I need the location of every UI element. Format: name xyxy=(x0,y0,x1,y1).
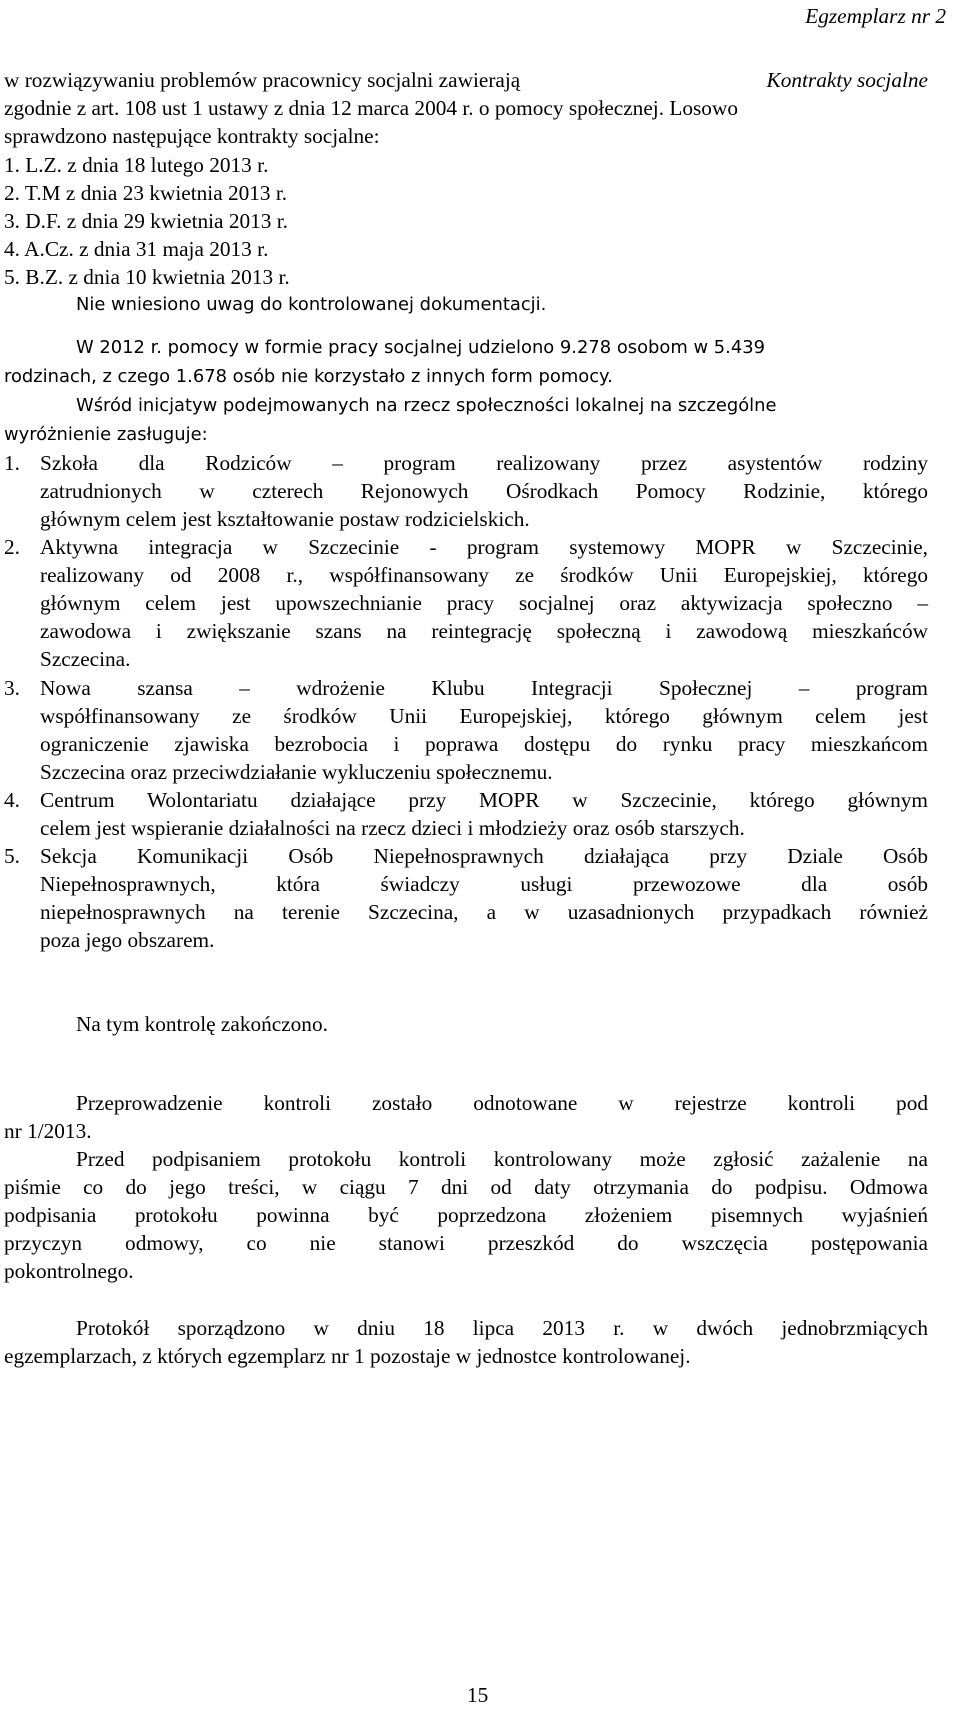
initiative-number: 5. xyxy=(4,844,20,868)
initiative-line: zatrudnionych w czterech Rejonowych Ośrodkach Pomocy Rodzinie, którego xyxy=(40,479,928,503)
contract-item: 2. T.M z dnia 23 kwietnia 2013 r. xyxy=(4,181,288,205)
complaint-first-line-wrap xyxy=(76,1149,928,1170)
initiative-line: Niepełnosprawnych, która świadczy usługi przewozowe dla osób xyxy=(40,872,928,896)
intro-line-1 xyxy=(4,70,928,91)
intro-line-1-text: w rozwiązywaniu problemów pracownicy socjalni zawierają xyxy=(4,68,521,92)
stats-line-2: rodzinach, z czego 1.678 osób nie korzystało z innych form pomocy. xyxy=(4,366,613,387)
register-line-1-wrap xyxy=(76,1093,928,1114)
initiative-line: Szczecina. xyxy=(40,647,131,671)
initiative-text xyxy=(40,846,928,930)
complaint-line: piśmie co do jego treści, w ciągu 7 dni od daty otrzymania do podpisu. Odmowa xyxy=(4,1175,928,1199)
stats-line-1: W 2012 r. pomocy w formie pracy socjalnej udzielono 9.278 osobom w 5.439 xyxy=(76,337,765,358)
complaint-line: pokontrolnego. xyxy=(4,1259,134,1283)
intro-line-3: sprawdzono następujące kontrakty socjalne: xyxy=(4,124,380,148)
initiative-line: współfinansowany ze środków Unii Europejskiej, którego głównym celem jest xyxy=(40,704,928,728)
initiative-number: 2. xyxy=(4,535,20,559)
initiative-line: ograniczenie zjawiska bezrobocia i poprawa dostępu do rynku pracy mieszkańcom xyxy=(40,732,928,756)
complaint-line: przyczyn odmowy, co nie stanowi przeszkód do wszczęcia postępowania xyxy=(4,1231,928,1255)
initiative-line: realizowany od 2008 r., współfinansowany ze środków Unii Europejskiej, którego xyxy=(40,563,928,587)
initiative-line: zawodowa i zwiększanie szans na reintegrację społeczną i zawodową mieszkańców xyxy=(40,619,928,643)
intro-line-2: zgodnie z art. 108 ust 1 ustawy z dnia 12 marca 2004 r. o pomocy społecznej. Losowo xyxy=(4,96,738,120)
initiative-text xyxy=(40,790,928,818)
intro-contracts-term: Kontrakty socjalne xyxy=(766,68,928,92)
initiative-line: celem jest wspieranie działalności na rzecz dzieci i młodzieży oraz osób starszych. xyxy=(40,816,745,840)
initiative-text xyxy=(40,453,928,509)
initiative-line: niepełnosprawnych na terenie Szczecina, a w uzasadnionych przypadkach również xyxy=(40,900,928,924)
initiative-line: poza jego obszarem. xyxy=(40,928,215,952)
protocol-line-1: Protokół sporządzono w dniu 18 lipca 2013 r. w dwóch jednobrzmiących xyxy=(76,1316,928,1340)
initiative-line: Nowa szansa – wdrożenie Klubu Integracji Społecznej – program xyxy=(40,676,928,700)
initiative-line: Szczecina oraz przeciwdziałanie wykluczeniu społecznemu. xyxy=(40,760,553,784)
initiative-text xyxy=(40,537,928,649)
initiatives-intro-line-2: wyróżnienie zasługuje: xyxy=(4,424,208,445)
initiative-line: Sekcja Komunikacji Osób Niepełnosprawnych działająca przy Dziale Osób xyxy=(40,844,928,868)
initiative-number: 1. xyxy=(4,451,20,475)
page-number: 15 xyxy=(467,1683,489,1707)
initiative-line: głównym celem jest kształtowanie postaw rodzicielskich. xyxy=(40,507,530,531)
protocol-line-1-wrap xyxy=(76,1318,928,1339)
complaint-line: Przed podpisaniem protokołu kontroli kontrolowany może zgłosić zażalenie na xyxy=(76,1147,928,1171)
complaint-body xyxy=(4,1177,928,1261)
contract-item: 1. L.Z. z dnia 18 lutego 2013 r. xyxy=(4,153,269,177)
initiative-line: głównym celem jest upowszechnianie pracy socjalnej oraz aktywizacja społeczno – xyxy=(40,591,928,615)
register-line-2: nr 1/2013. xyxy=(4,1119,92,1143)
complaint-line: podpisania protokołu powinna być poprzedzona złożeniem pisemnych wyjaśnień xyxy=(4,1203,928,1227)
contract-item: 5. B.Z. z dnia 10 kwietnia 2013 r. xyxy=(4,265,290,289)
initiative-text xyxy=(40,678,928,762)
initiative-number: 3. xyxy=(4,676,20,700)
initiative-line: Centrum Wolontariatu działające przy MOPR w Szczecinie, którego głównym xyxy=(40,788,928,812)
register-line-1: Przeprowadzenie kontroli zostało odnotowane w rejestrze kontroli pod xyxy=(76,1091,928,1115)
protocol-line-2: egzemplarzach, z których egzemplarz nr 1 pozostaje w jednostce kontrolowanej. xyxy=(4,1344,691,1368)
contract-item: 4. A.Cz. z dnia 31 maja 2013 r. xyxy=(4,237,269,261)
initiative-line: Aktywna integracja w Szczecinie - program systemowy MOPR w Szczecinie, xyxy=(40,535,928,559)
document-copy-label: Egzemplarz nr 2 xyxy=(805,4,946,28)
closing-statement: Na tym kontrolę zakończono. xyxy=(76,1012,328,1036)
initiative-number: 4. xyxy=(4,788,20,812)
initiative-line: Szkoła dla Rodziców – program realizowany przez asystentów rodziny xyxy=(40,451,928,475)
initiatives-intro-line-1: Wśród inicjatyw podejmowanych na rzecz społeczności lokalnej na szczególne xyxy=(76,395,777,416)
contract-item: 3. D.F. z dnia 29 kwietnia 2013 r. xyxy=(4,209,288,233)
no-remarks-note: Nie wniesiono uwag do kontrolowanej dokumentacji. xyxy=(76,294,547,315)
